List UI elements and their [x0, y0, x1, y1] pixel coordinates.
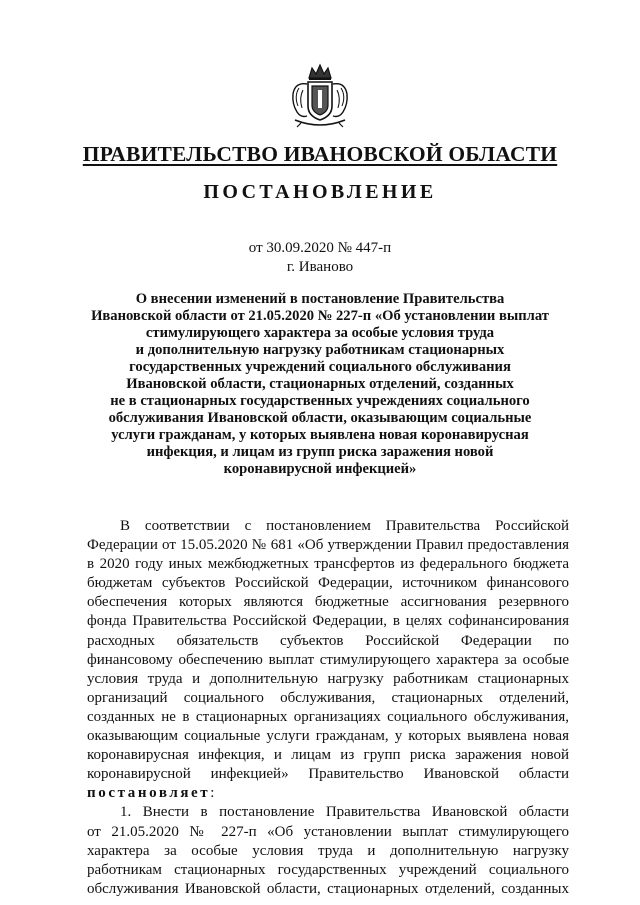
body-line: обеспечения которых являются бюджетные ассигнования резервного — [87, 594, 569, 611]
subject-line: Ивановской области, стационарных отделений, созданных — [126, 376, 514, 392]
body-line: финансовому обеспечению выплат стимулирующего характера за особые — [87, 651, 569, 668]
government-title: ПРАВИТЕЛЬСТВО ИВАНОВСКОЙ ОБЛАСТИ — [82, 142, 558, 166]
decree-line — [87, 784, 569, 803]
item-line: от 21.05.2020 № 227-п «Об установлении выплат стимулирующего — [87, 823, 569, 840]
subject-line: не в стационарных государственных учреждениях социального — [110, 393, 530, 409]
item-line: обслуживания Ивановской области, стационарных отделений, созданных — [87, 880, 569, 897]
subject-line: услуги гражданам, у которых выявлена новая коронавирусная — [111, 427, 529, 443]
coat-of-arms-emblem — [287, 60, 353, 130]
body-line: в 2020 году иных межбюджетных трансфертов из федерального бюджета — [87, 556, 569, 573]
document-body — [87, 517, 569, 899]
body-line: оказывающим социальные услуги гражданам, у которых выявлена новая — [87, 728, 569, 745]
body-line: условия труда и дополнительную нагрузку работникам стационарных — [87, 670, 569, 687]
document-type-heading: ПОСТАНОВЛЕНИЕ — [203, 181, 437, 203]
body-line: В соответствии с постановлением Правительства Российской — [120, 518, 569, 534]
subject-line: государственных учреждений социального обслуживания — [129, 359, 511, 375]
body-line: коронавирусная инфекция, и лицам из групп риска заражения новой — [87, 747, 569, 764]
item-line: работникам стационарных государственных учреждений социального — [87, 861, 569, 878]
body-line: коронавирусной инфекцией» Правительство Ивановской области — [87, 766, 569, 783]
body-line: созданных не в стационарных организациях социального обслуживания, — [87, 708, 569, 725]
item-line: 1. Внести в постановление Правительства Ивановской области — [120, 804, 569, 821]
subject-line: стимулирующего характера за особые условия труда — [145, 325, 495, 341]
body-line: бюджетам субъектов Российской Федерации, источником финансового — [87, 575, 569, 592]
document-date-number: от 30.09.2020 № 447-п — [248, 240, 392, 256]
subject-line: обслуживания Ивановской области, оказывающим социальные — [108, 410, 532, 426]
body-line: расходных обязательств субъектов Российской Федерации по — [87, 632, 569, 649]
document-subject — [80, 291, 560, 478]
body-line: Федерации от 15.05.2020 № 681 «Об утверждении Правил предоставления — [87, 537, 569, 554]
body-line: организаций социального обслуживания, стационарных отделений, — [87, 689, 569, 706]
document-city: г. Иваново — [286, 259, 354, 275]
subject-line: и дополнительную нагрузку работникам стационарных — [135, 342, 505, 358]
decree-punctuation: : — [210, 785, 215, 802]
body-line: фонда Правительства Российской Федерации, в целях софинансирования — [87, 613, 569, 630]
subject-line: коронавирусной инфекцией» — [223, 461, 417, 477]
decree-word: постановляет — [87, 785, 211, 802]
subject-line: Ивановской области от 21.05.2020 № 227-п «Об установлении выплат — [91, 308, 549, 324]
item-line: характера за особые условия труда и дополнительную нагрузку — [87, 842, 569, 859]
subject-line: О внесении изменений в постановление Правительства — [135, 291, 505, 307]
subject-line: инфекция, и лицам из групп риска заражения новой — [146, 444, 494, 460]
